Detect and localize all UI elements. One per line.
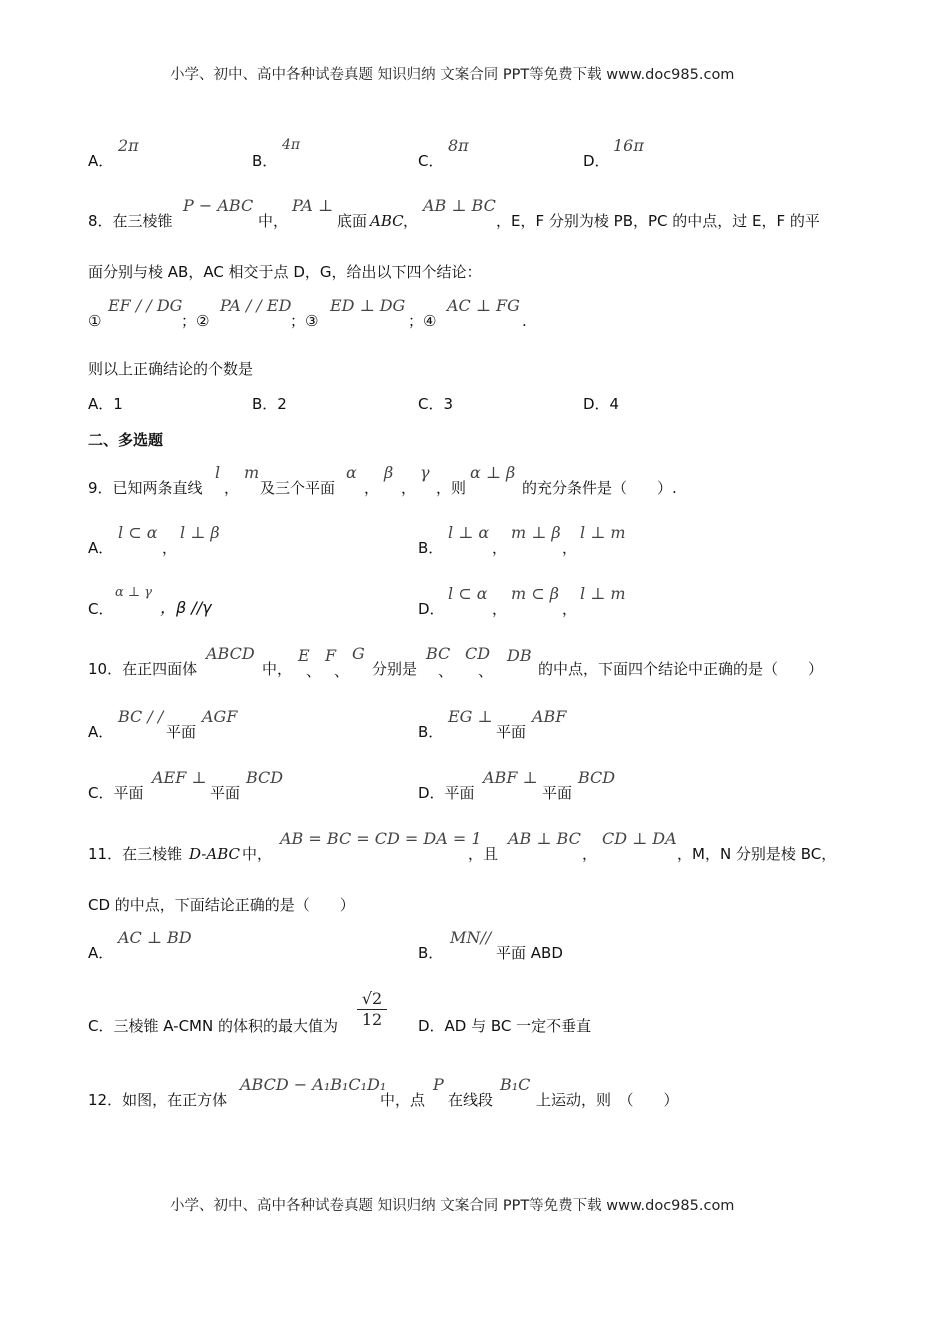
q11-option-c-text: C．三棱锥 A-CMN 的体积的最大值为 xyxy=(88,1017,338,1035)
q8-stem-line2: 面分别与棱 AB，AC 相交于点 D，G，给出以下四个结论： xyxy=(88,263,482,281)
q9-option-b-comma-2: ， xyxy=(562,539,578,557)
q10-option-c-plane: 平面 xyxy=(210,784,241,802)
q10-math-cd: CD xyxy=(465,644,491,663)
q8-text-abc: ABC xyxy=(370,212,404,230)
q9-math-gamma: γ xyxy=(420,463,430,482)
q10-option-a-label: A． xyxy=(88,723,114,741)
q9-stem-end: 的充分条件是（ ）. xyxy=(522,479,677,497)
q9-option-a-label: A． xyxy=(88,539,114,557)
q12-stem-start: 12．如图，在正方体 xyxy=(88,1091,228,1109)
q7-option-a-math: 2π xyxy=(118,136,139,155)
q11-text-dabc: D-ABC xyxy=(189,845,240,863)
q11-text-zhong: 中， xyxy=(242,845,273,863)
q8-stem-start: 8．在三棱锥 xyxy=(88,212,173,230)
q12-math-b1c: B₁C xyxy=(500,1075,531,1094)
q8-option-d: D．4 xyxy=(583,395,620,413)
q12-text-zhong: 中，点 xyxy=(380,1091,426,1109)
q10-text-fenbie: 分别是 xyxy=(372,660,418,678)
q11-stem-line2: CD 的中点，下面结论正确的是（ ） xyxy=(88,896,355,914)
q10-option-b-label: B． xyxy=(418,723,444,741)
q9-comma-2: ， xyxy=(364,479,380,497)
q10-stem-end: 的中点，下面四个结论中正确的是（ ） xyxy=(538,660,824,678)
q12-text-segment: 在线段 xyxy=(448,1091,494,1109)
q7-option-d-label: D． xyxy=(583,152,610,170)
q11-option-a-math: AC ⊥ BD xyxy=(118,928,192,947)
q11-math-equal-sides: AB = BC = CD = DA = 1 xyxy=(280,829,482,848)
q9-option-a-math-2: l ⊥ β xyxy=(180,523,220,542)
q9-option-d-comma-2: ， xyxy=(562,600,578,618)
section-heading: 二、多选题 xyxy=(88,431,164,449)
q11-option-a-label: A． xyxy=(88,944,114,962)
q9-option-b-math-2: m ⊥ β xyxy=(511,523,561,542)
q10-math-f: F xyxy=(325,646,337,665)
q10-option-a-math-2: AGF xyxy=(202,707,238,726)
q10-option-d-plane: 平面 xyxy=(542,784,573,802)
q8-option-a: A．1 xyxy=(88,395,123,413)
q11-option-c-denominator: 12 xyxy=(361,1010,383,1029)
q9-option-d-comma-1: ， xyxy=(492,600,508,618)
q10-sep-4: 、 xyxy=(478,662,494,680)
q9-math-l: l xyxy=(215,463,221,482)
q9-text-then: ，则 xyxy=(436,479,467,497)
q10-option-c-math-1: AEF ⊥ xyxy=(152,768,207,787)
q9-option-c-math-1: α ⊥ γ xyxy=(115,585,153,600)
page-header: 小学、初中、高中各种试卷真题 知识归纳 文案合同 PPT等免费下载 www.doc985.com xyxy=(170,67,735,83)
q9-math-beta: β xyxy=(384,463,394,482)
q10-option-d-math-2: BCD xyxy=(578,768,616,787)
q8-text-zhong: 中， xyxy=(258,212,289,230)
q8-question: 则以上正确结论的个数是 xyxy=(88,360,254,378)
q12-math-cube: ABCD − A₁B₁C₁D₁ xyxy=(240,1075,387,1094)
q8-option-b: B．2 xyxy=(252,395,287,413)
page-footer: 小学、初中、高中各种试卷真题 知识归纳 文案合同 PPT等免费下载 www.doc985.com xyxy=(170,1198,735,1214)
q10-option-a-plane: 平面 xyxy=(166,723,197,741)
q9-option-c-rest: ，β //γ xyxy=(160,598,212,617)
q9-option-b-label: B． xyxy=(418,539,444,557)
q11-text-qie: ，且 xyxy=(468,845,499,863)
q9-option-a-comma: ， xyxy=(162,539,178,557)
q10-math-db: DB xyxy=(507,646,532,665)
q7-option-a-label: A． xyxy=(88,152,114,170)
q10-stem-start: 10．在正四面体 xyxy=(88,660,198,678)
q10-sep-1: 、 xyxy=(306,662,322,680)
q10-option-d-math-1: ABF ⊥ xyxy=(483,768,538,787)
q10-math-e: E xyxy=(298,646,310,665)
q9-option-b-math-3: l ⊥ m xyxy=(580,523,626,542)
q8-conclusion-2-mark: ；② xyxy=(181,312,210,330)
q9-option-a-math-1: l ⊂ α xyxy=(118,523,158,542)
q12-math-p: P xyxy=(433,1075,444,1094)
q10-sep-2: 、 xyxy=(334,662,350,680)
q9-option-c-label: C． xyxy=(88,600,114,618)
q8-math-pa: PA ⊥ xyxy=(292,196,333,215)
q11-option-b-plane: 平面 ABD xyxy=(496,944,563,962)
q9-option-d-math-1: l ⊂ α xyxy=(448,584,488,603)
q9-option-d-label: D． xyxy=(418,600,445,618)
q10-math-g: G xyxy=(352,644,365,663)
q9-option-d-math-2: m ⊂ β xyxy=(511,584,559,603)
q7-option-c-math: 8π xyxy=(448,136,469,155)
q11-comma: ， xyxy=(582,845,598,863)
q11-option-c-numerator: √2 xyxy=(361,989,383,1008)
q9-text-planes: 及三个平面 xyxy=(260,479,336,497)
q10-math-abcd: ABCD xyxy=(206,644,255,663)
q7-option-b-label: B． xyxy=(252,152,278,170)
q9-math-alpha: α xyxy=(346,463,357,482)
q10-math-bc: BC xyxy=(426,644,451,663)
q10-sep-3: 、 xyxy=(438,662,454,680)
q11-option-b-math: MN// xyxy=(450,928,492,947)
q9-comma-3: ， xyxy=(401,479,417,497)
q9-option-d-math-3: l ⊥ m xyxy=(580,584,626,603)
q11-option-c-fraction xyxy=(357,991,387,1028)
q9-option-b-math-1: l ⊥ α xyxy=(448,523,490,542)
q11-math-ab-perp-bc: AB ⊥ BC xyxy=(508,829,581,848)
q8-conclusion-3: ED ⊥ DG xyxy=(330,296,406,315)
q10-option-a-math-1: BC / / xyxy=(118,707,164,726)
q7-option-c-label: C． xyxy=(418,152,444,170)
q8-conclusion-3-mark: ；③ xyxy=(290,312,319,330)
q8-math-abbc: AB ⊥ BC xyxy=(423,196,496,215)
q8-period: . xyxy=(522,312,527,330)
q11-stem-rest: ，M，N 分别是棱 BC， xyxy=(677,845,837,863)
q10-text-zhong: 中， xyxy=(262,660,293,678)
q9-comma-1: ， xyxy=(224,479,240,497)
q10-option-b-plane: 平面 xyxy=(496,723,527,741)
q9-option-b-comma-1: ， xyxy=(492,539,508,557)
q9-stem-start: 9．已知两条直线 xyxy=(88,479,203,497)
q8-conclusion-4: AC ⊥ FG xyxy=(447,296,520,315)
q8-conclusion-2: PA / / ED xyxy=(220,296,292,315)
q10-option-c-label: C．平面 xyxy=(88,784,144,802)
q9-math-m: m xyxy=(244,463,260,482)
q12-stem-end: 上运动，则 （ ） xyxy=(536,1091,679,1109)
q7-option-d-math: 16π xyxy=(613,136,644,155)
q9-math-alpha-perp-beta: α ⊥ β xyxy=(470,463,516,482)
q8-conclusion-4-mark: ；④ xyxy=(408,312,437,330)
q8-stem-rest: ，E，F 分别为棱 PB，PC 的中点，过 E，F 的平 xyxy=(496,212,820,230)
q8-option-c: C．3 xyxy=(418,395,454,413)
q8-conclusion-1-mark: ① xyxy=(88,312,102,330)
q11-option-b-label: B． xyxy=(418,944,444,962)
q10-option-b-math-2: ABF xyxy=(532,707,567,726)
q7-option-b-math: 4π xyxy=(282,137,301,153)
q8-math-pabc: P − ABC xyxy=(183,196,254,215)
q8-text-comma: ， xyxy=(403,212,419,230)
q11-math-cd-perp-da: CD ⊥ DA xyxy=(602,829,677,848)
q10-option-b-math-1: EG ⊥ xyxy=(448,707,493,726)
q8-text-dimian: 底面 xyxy=(337,212,368,230)
q8-conclusion-1: EF / / DG xyxy=(108,296,183,315)
q10-option-d-label: D．平面 xyxy=(418,784,475,802)
q10-option-c-math-2: BCD xyxy=(246,768,284,787)
q11-option-d-text: D．AD 与 BC 一定不垂直 xyxy=(418,1017,592,1035)
q11-stem-start: 11．在三棱锥 xyxy=(88,845,183,863)
